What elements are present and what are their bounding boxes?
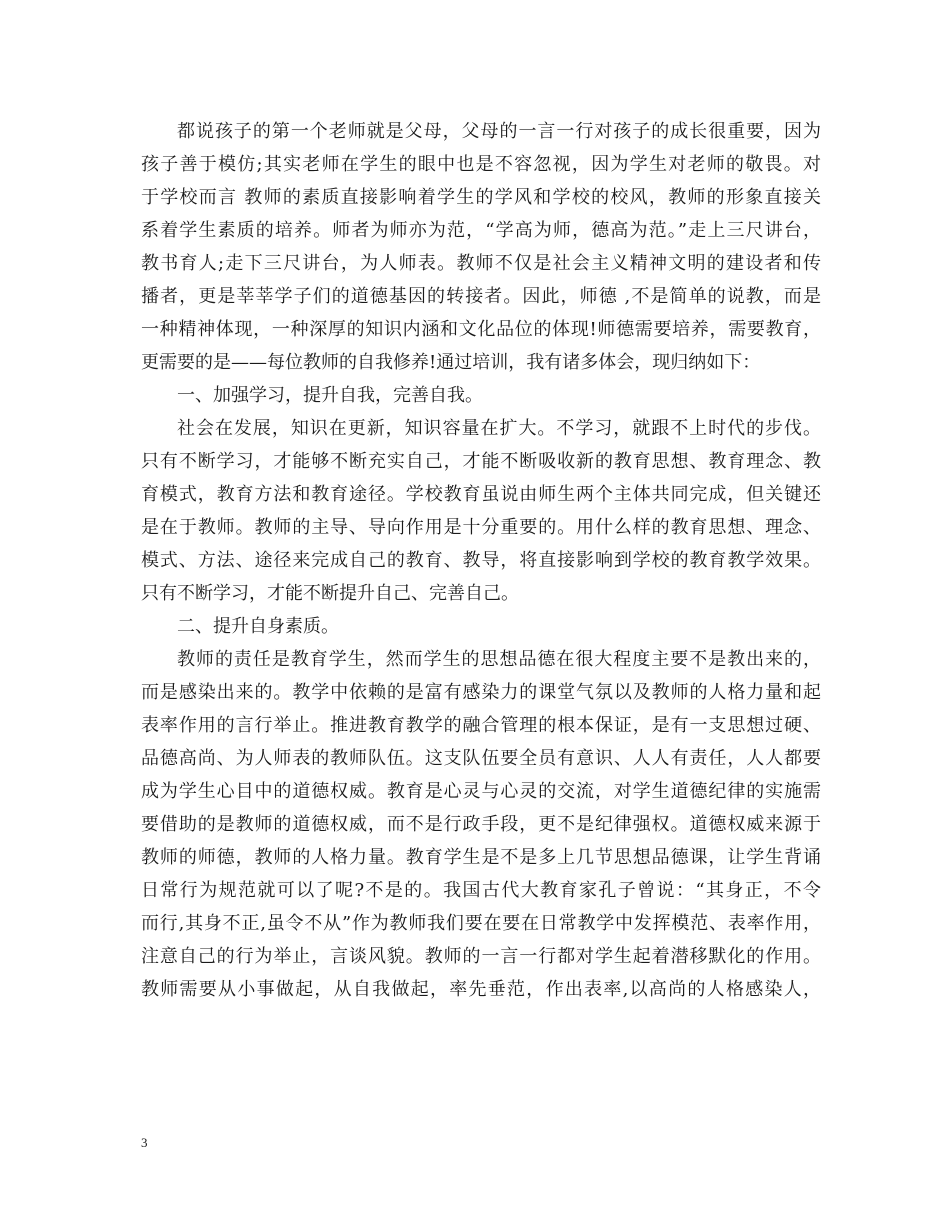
paragraph-line: 成为学生心目中的道德权威。教育是心灵与心灵的交流，对学生道德纪律的实施需: [141, 781, 821, 802]
paragraph-line: 教师的师德，教师的人格力量。教育学生是不是多上几节思想品德课，让学生背诵: [141, 847, 821, 868]
paragraph-line: 教师的责任是教育学生，然而学生的思想品德在很大程度主要不是教出来的，: [177, 649, 821, 670]
section-heading: 二、提升自身素质。: [177, 616, 339, 637]
paragraph-line: 教师需要从小事做起，从自我做起，率先垂范，作出表率,以高尚的人格感染人，: [141, 979, 821, 1000]
page-number: 3: [141, 1135, 148, 1150]
paragraph-line: 只有不断学习，才能不断提升自己、完善自己。: [141, 583, 519, 604]
section-heading: 一、加强学习，提升自我，完善自我。: [177, 385, 483, 406]
paragraph-line: 一种精神体现，一种深厚的知识内涵和文化品位的体现!师德需要培养，需要教育，: [141, 319, 821, 340]
paragraph-line: 日常行为规范就可以了呢?不是的。我国古代大教育家孔子曾说：“其身正，不令: [141, 880, 821, 901]
paragraph-line: 孩子善于模仿;其实老师在学生的眼中也是不容忽视，因为学生对老师的敬畏。对: [141, 154, 821, 175]
paragraph-line: 更需要的是——每位教师的自我修养!通过培训，我有诸多体会，现归纳如下：: [141, 352, 761, 373]
paragraph-line: 育模式，教育方法和教育途径。学校教育虽说由师生两个主体共同完成，但关键还: [141, 484, 821, 505]
paragraph-line: 模式、方法、途径来完成自己的教育、教导，将直接影响到学校的教育教学效果。: [141, 550, 821, 571]
paragraph-line: 系着学生素质的培养。师者为师亦为范，“学高为师，德高为范。”走上三尺讲台，: [141, 220, 821, 241]
paragraph-line: 都说孩子的第一个老师就是父母，父母的一言一行对孩子的成长很重要，因为: [177, 121, 821, 142]
paragraph-line: 教书育人;走下三尺讲台，为人师表。教师不仅是社会主义精神文明的建设者和传: [141, 253, 821, 274]
paragraph-line: 播者，更是莘莘学子们的道德基因的转接者。因此，师德 ,不是简单的说教，而是: [141, 286, 821, 307]
paragraph-line: 表率作用的言行举止。推进教育教学的融合管理的根本保证，是有一支思想过硬、: [141, 715, 821, 736]
paragraph-line: 注意自己的行为举止，言谈风貌。教师的一言一行都对学生起着潜移默化的作用。: [141, 946, 821, 967]
paragraph-line: 社会在发展，知识在更新，知识容量在扩大。不学习，就跟不上时代的步伐。: [177, 418, 821, 439]
paragraph-line: 品德高尚、为人师表的教师队伍。这支队伍要全员有意识、人人有责任，人人都要: [141, 748, 821, 769]
paragraph-line: 要借助的是教师的道德权威，而不是行政手段，更不是纪律强权。道德权威来源于: [141, 814, 821, 835]
paragraph-line: 于学校而言 教师的素质直接影响着学生的学风和学校的校风，教师的形象直接关: [141, 187, 821, 208]
paragraph-line: 而行,其身不正,虽令不从”作为教师我们要在要在日常教学中发挥模范、表率作用，: [141, 913, 821, 934]
paragraph-line: 而是感染出来的。教学中依赖的是富有感染力的课堂气氛以及教师的人格力量和起: [141, 682, 821, 703]
paragraph-line: 是在于教师。教师的主导、导向作用是十分重要的。用什么样的教育思想、理念、: [141, 517, 821, 538]
paragraph-line: 只有不断学习，才能够不断充实自己，才能不断吸收新的教育思想、教育理念、教: [141, 451, 821, 472]
